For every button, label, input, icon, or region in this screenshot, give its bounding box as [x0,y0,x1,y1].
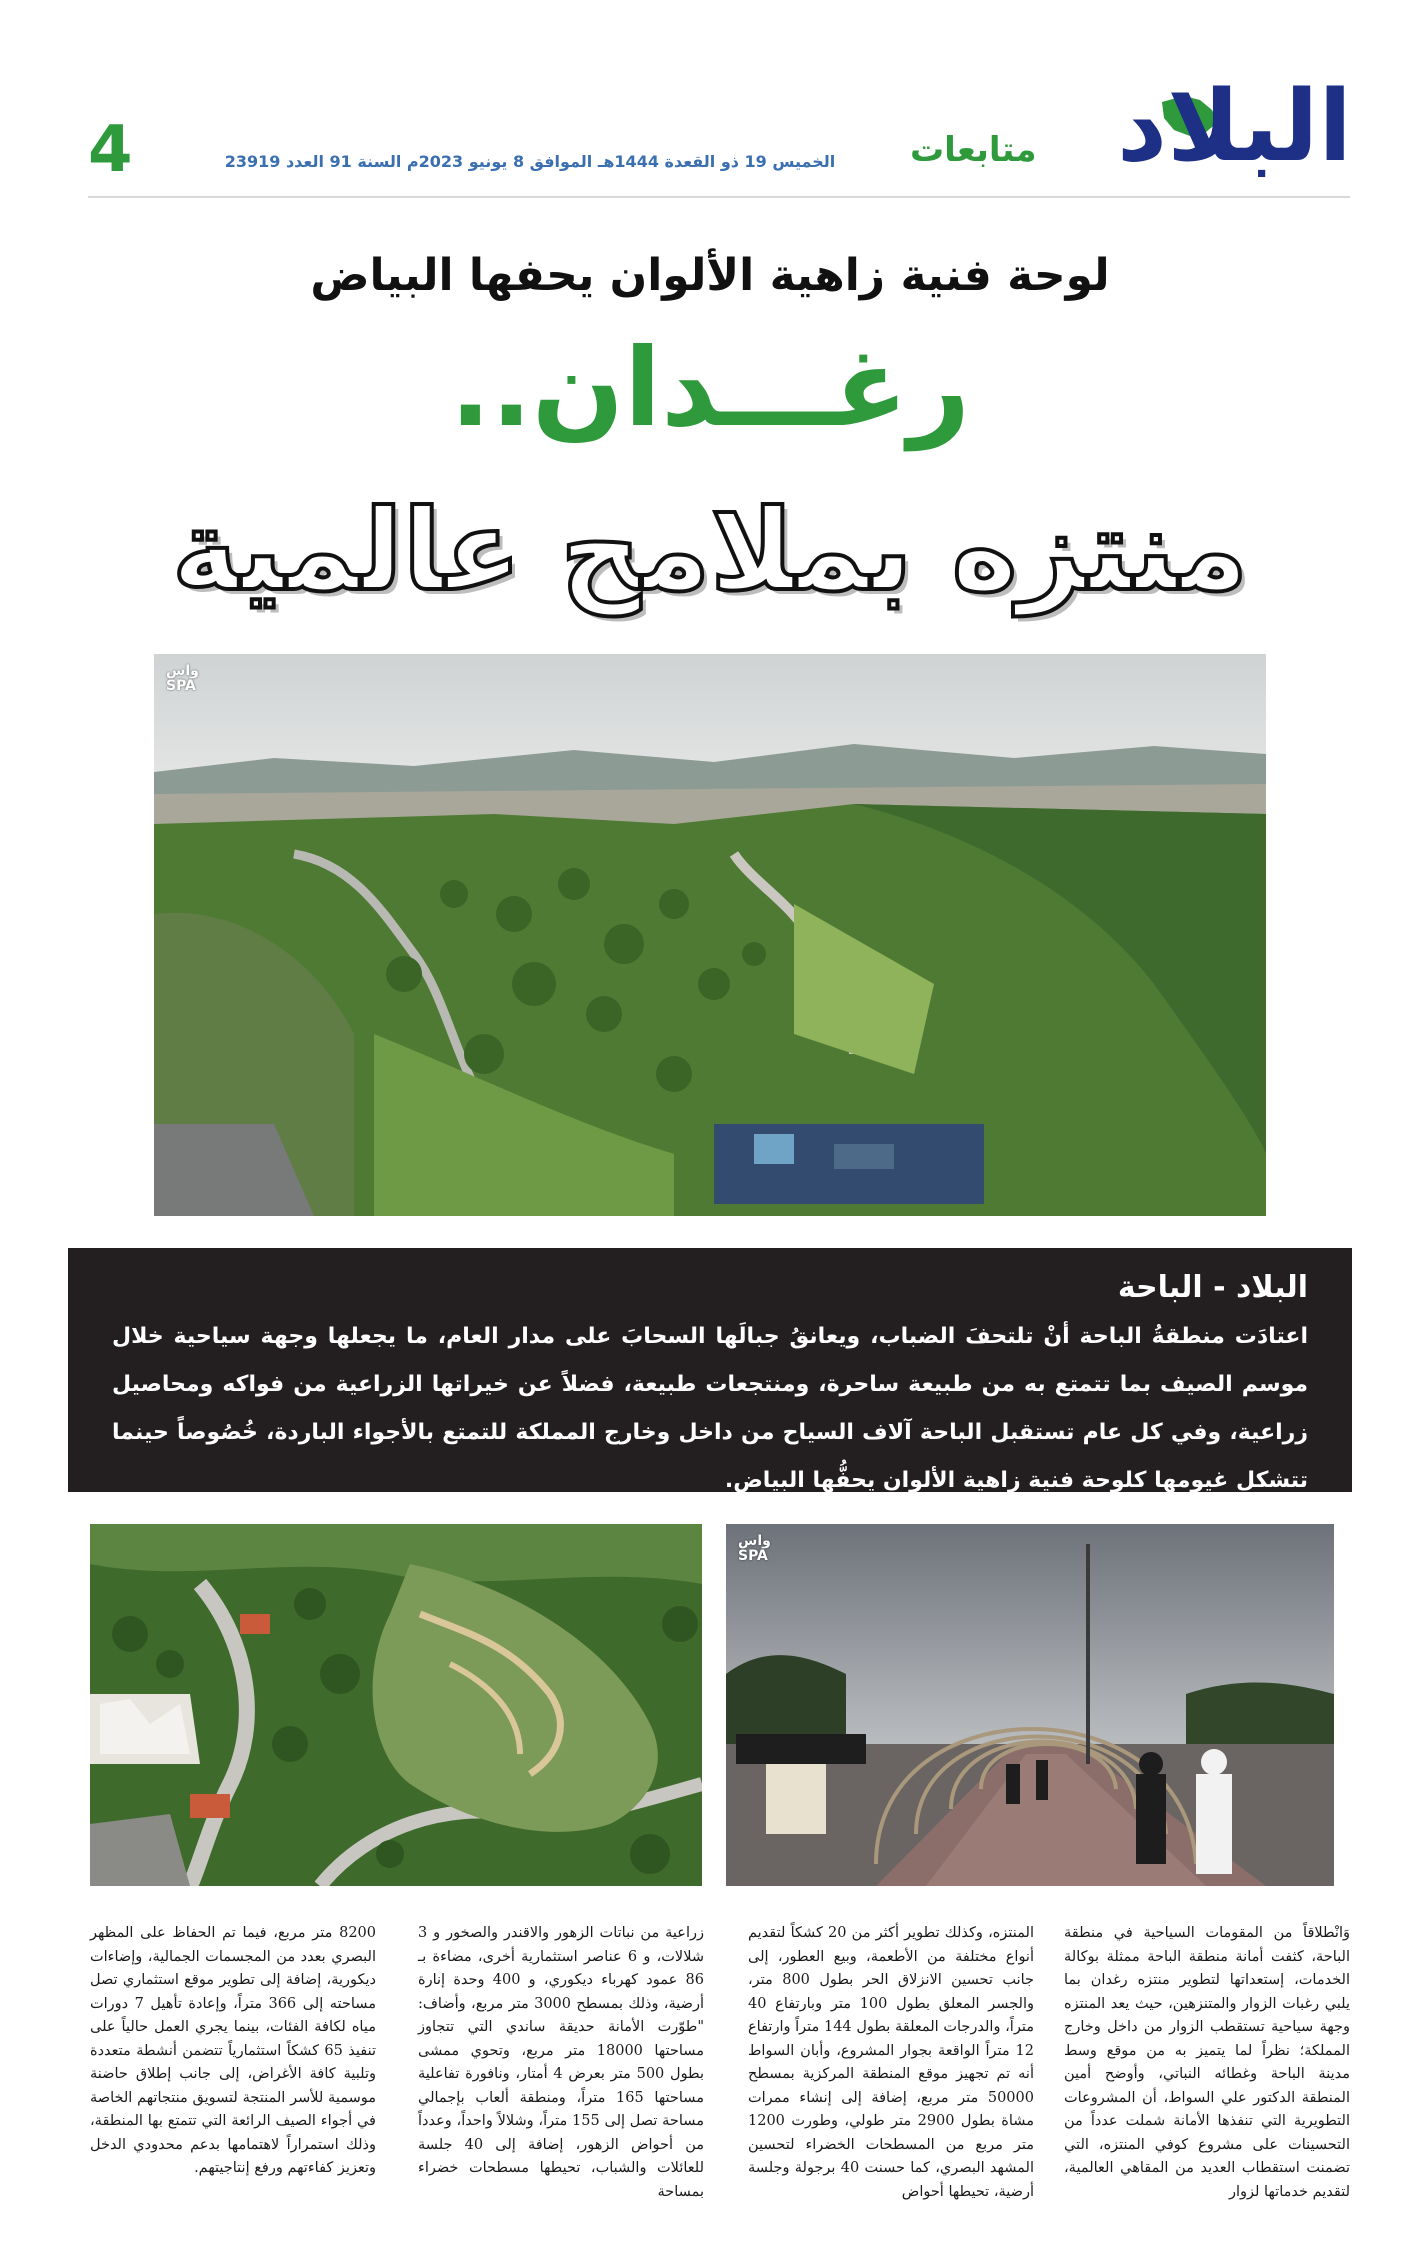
masthead-divider [88,196,1350,198]
column-text: 8200 متر مربع، فيما تم الحفاظ على المظهر البصري بعدد من المجسمات الجمالية، وإضاءات ديكورية، إضافة إلى تطوير موقع استثماري تصل مساحته إلى 366 متراً، وإعادة تأهيل 7 دورات مياه لكافة الفئات، بينما يجري العمل حالياً على تنفيذ 65 كشكاً استثمارياً تتضمن أنشطة متعددة وتلبية كافة الأغراض، إلى جانب إطلاق حاضنة موسمية للأسر المنتجة لتسويق منتجاتهم الخاصة في أجواء الصيف الرائعة التي تتمتع بها المنطقة، وذلك استمراراً لاهتمامها بدعم محدودي الدخل وتعزيز كفاءتهم ورفع إنتاجيتهم. [90,1925,377,2176]
article-column-3 [418,1922,704,2204]
newspaper-logo [1112,70,1352,196]
logo-wordmark: البلاد [1116,70,1352,184]
credit-line-1: واس [166,663,199,679]
credit-line-1: واس [738,1533,771,1549]
kicker-headline: لوحة فنية زاهية الألوان يحفها البياض [310,250,1110,301]
section-title: متابعات [910,130,1037,170]
sub-headline: منتزه بملامح عالمية [171,486,1249,616]
aerial-landscape-image [154,654,1266,1216]
intro-box [68,1248,1352,1492]
walkway-image [726,1524,1334,1886]
credit-line-2: SPA [166,677,196,694]
main-headline: رغـــدان.. [449,326,971,451]
article-column-2 [748,1922,1034,2204]
column-text: المنتزه، وكذلك تطوير أكثر من 20 كشكاً لتقديم أنواع مختلفة من الأطعمة، وبيع العطور، إلى جانب تحسين الانزلاق الحر بطول 800 متر، والجسر المعلق بطول 100 متر وبارتفاع 40 متراً، والدرجات المعلقة بطول 144 متراً وارتفاع 12 متراً الواقعة بجوار المشروع، وأبان السواط أنه تم تجهيز موقع المنطقة المركزية بمسطح 50000 متر مربع، إضافة إلى إنشاء ممرات مشاة بطول 2900 متر طولي، وطورت 1200 متر مربع من المسطحات الخضراء لتحسين المشهد البصري، كما حسنت 40 برجولة وجلسة أرضية، تحيطها أحواض [748,1925,1035,2200]
column-text: وَانْطلاقاً من المقومات السياحية في منطقة الباحة، كثفت أمانة منطقة الباحة ممثلة بوكالة الخدمات، إستعداتها لتطوير منتزه رغدان بما يلبي رغبات الزوار والمتنزهين، حيث يعد المنتزه وجهة سياحية تستقطب الزوار من داخل وخارج المملكة؛ نظراً لما يتميز به من موقع وسط مدينة الباحة وغطائه النباتي، وأوضح أمين المنطقة الدكتور علي السواط، أن المشروعات التطويرية التي تنفذها الأمانة شملت عدداً من التحسينات على مشروع كوفي المنتزه، التي تضمنت استقطاب العديد من المقاهي العالمية، لتقديم خدماتها لزوار [1064,1925,1350,2200]
dateline: البلاد - الباحة [1117,1270,1308,1305]
article-column-4 [90,1922,376,2181]
spa-credit-badge-2 [738,1534,771,1563]
aerial-topdown-photo [90,1524,702,1886]
page-number: 4 [88,113,133,187]
main-park-photo [154,654,1266,1216]
article-column-1 [1064,1922,1350,2204]
credit-line-2: SPA [738,1547,768,1564]
issue-date-line: الخميس 19 ذو القعدة 1444هـ الموافق 8 يونيو 2023م السنة 91 العدد 23919 [224,152,836,171]
column-text: زراعية من نباتات الزهور والاقندر والصخور و 3 شلالات، و 6 عناصر استثمارية أخرى، مضاءة بـ 86 عمود كهرباء ديكوري، و 400 وحدة إنارة أرضية، وذلك بمسطح 3000 متر مربع، وأضاف: "طوّرت الأمانة حديقة ساندي التي تتجاوز مساحتها 18000 متر مربع، وتحوي ممشى بطول 500 متر بعرض 4 أمتار، ونافورة تفاعلية مساحتها 165 متراً، ومنطقة ألعاب بإجمالي مساحة تصل إلى 155 متراً، وشلالاً واحداً، وعدداً من أحواض الزهور، إضافة إلى 40 جلسة للعائلات والشباب، تحيطها مسطحات خضراء بمساحة [418,1925,704,2200]
intro-paragraph: اعتادَت منطقةُ الباحة أنْ تلتحفَ الضباب، ويعانقُ جبالَها السحابَ على مدار العام، ما يجعلها وجهة سياحية خلال موسم الصيف بما تتمتع به من طبيعة ساحرة، ومنتجعات طبيعة، فضلاً عن خيراتها الزراعية من فواكه ومحاصيل زراعية، وفي كل عام تستقبل الباحة آلاف السياح من داخل وخارج المملكة للتمتع بالأجواء الباردة، خُصُوصاً حينما تتشكل غيومها كلوحة فنية زاهية الألوان يحفُّها البياض. [112,1324,1308,1493]
topdown-park-image [90,1524,702,1886]
walkway-arches-photo [726,1524,1334,1886]
spa-credit-badge [166,664,199,693]
